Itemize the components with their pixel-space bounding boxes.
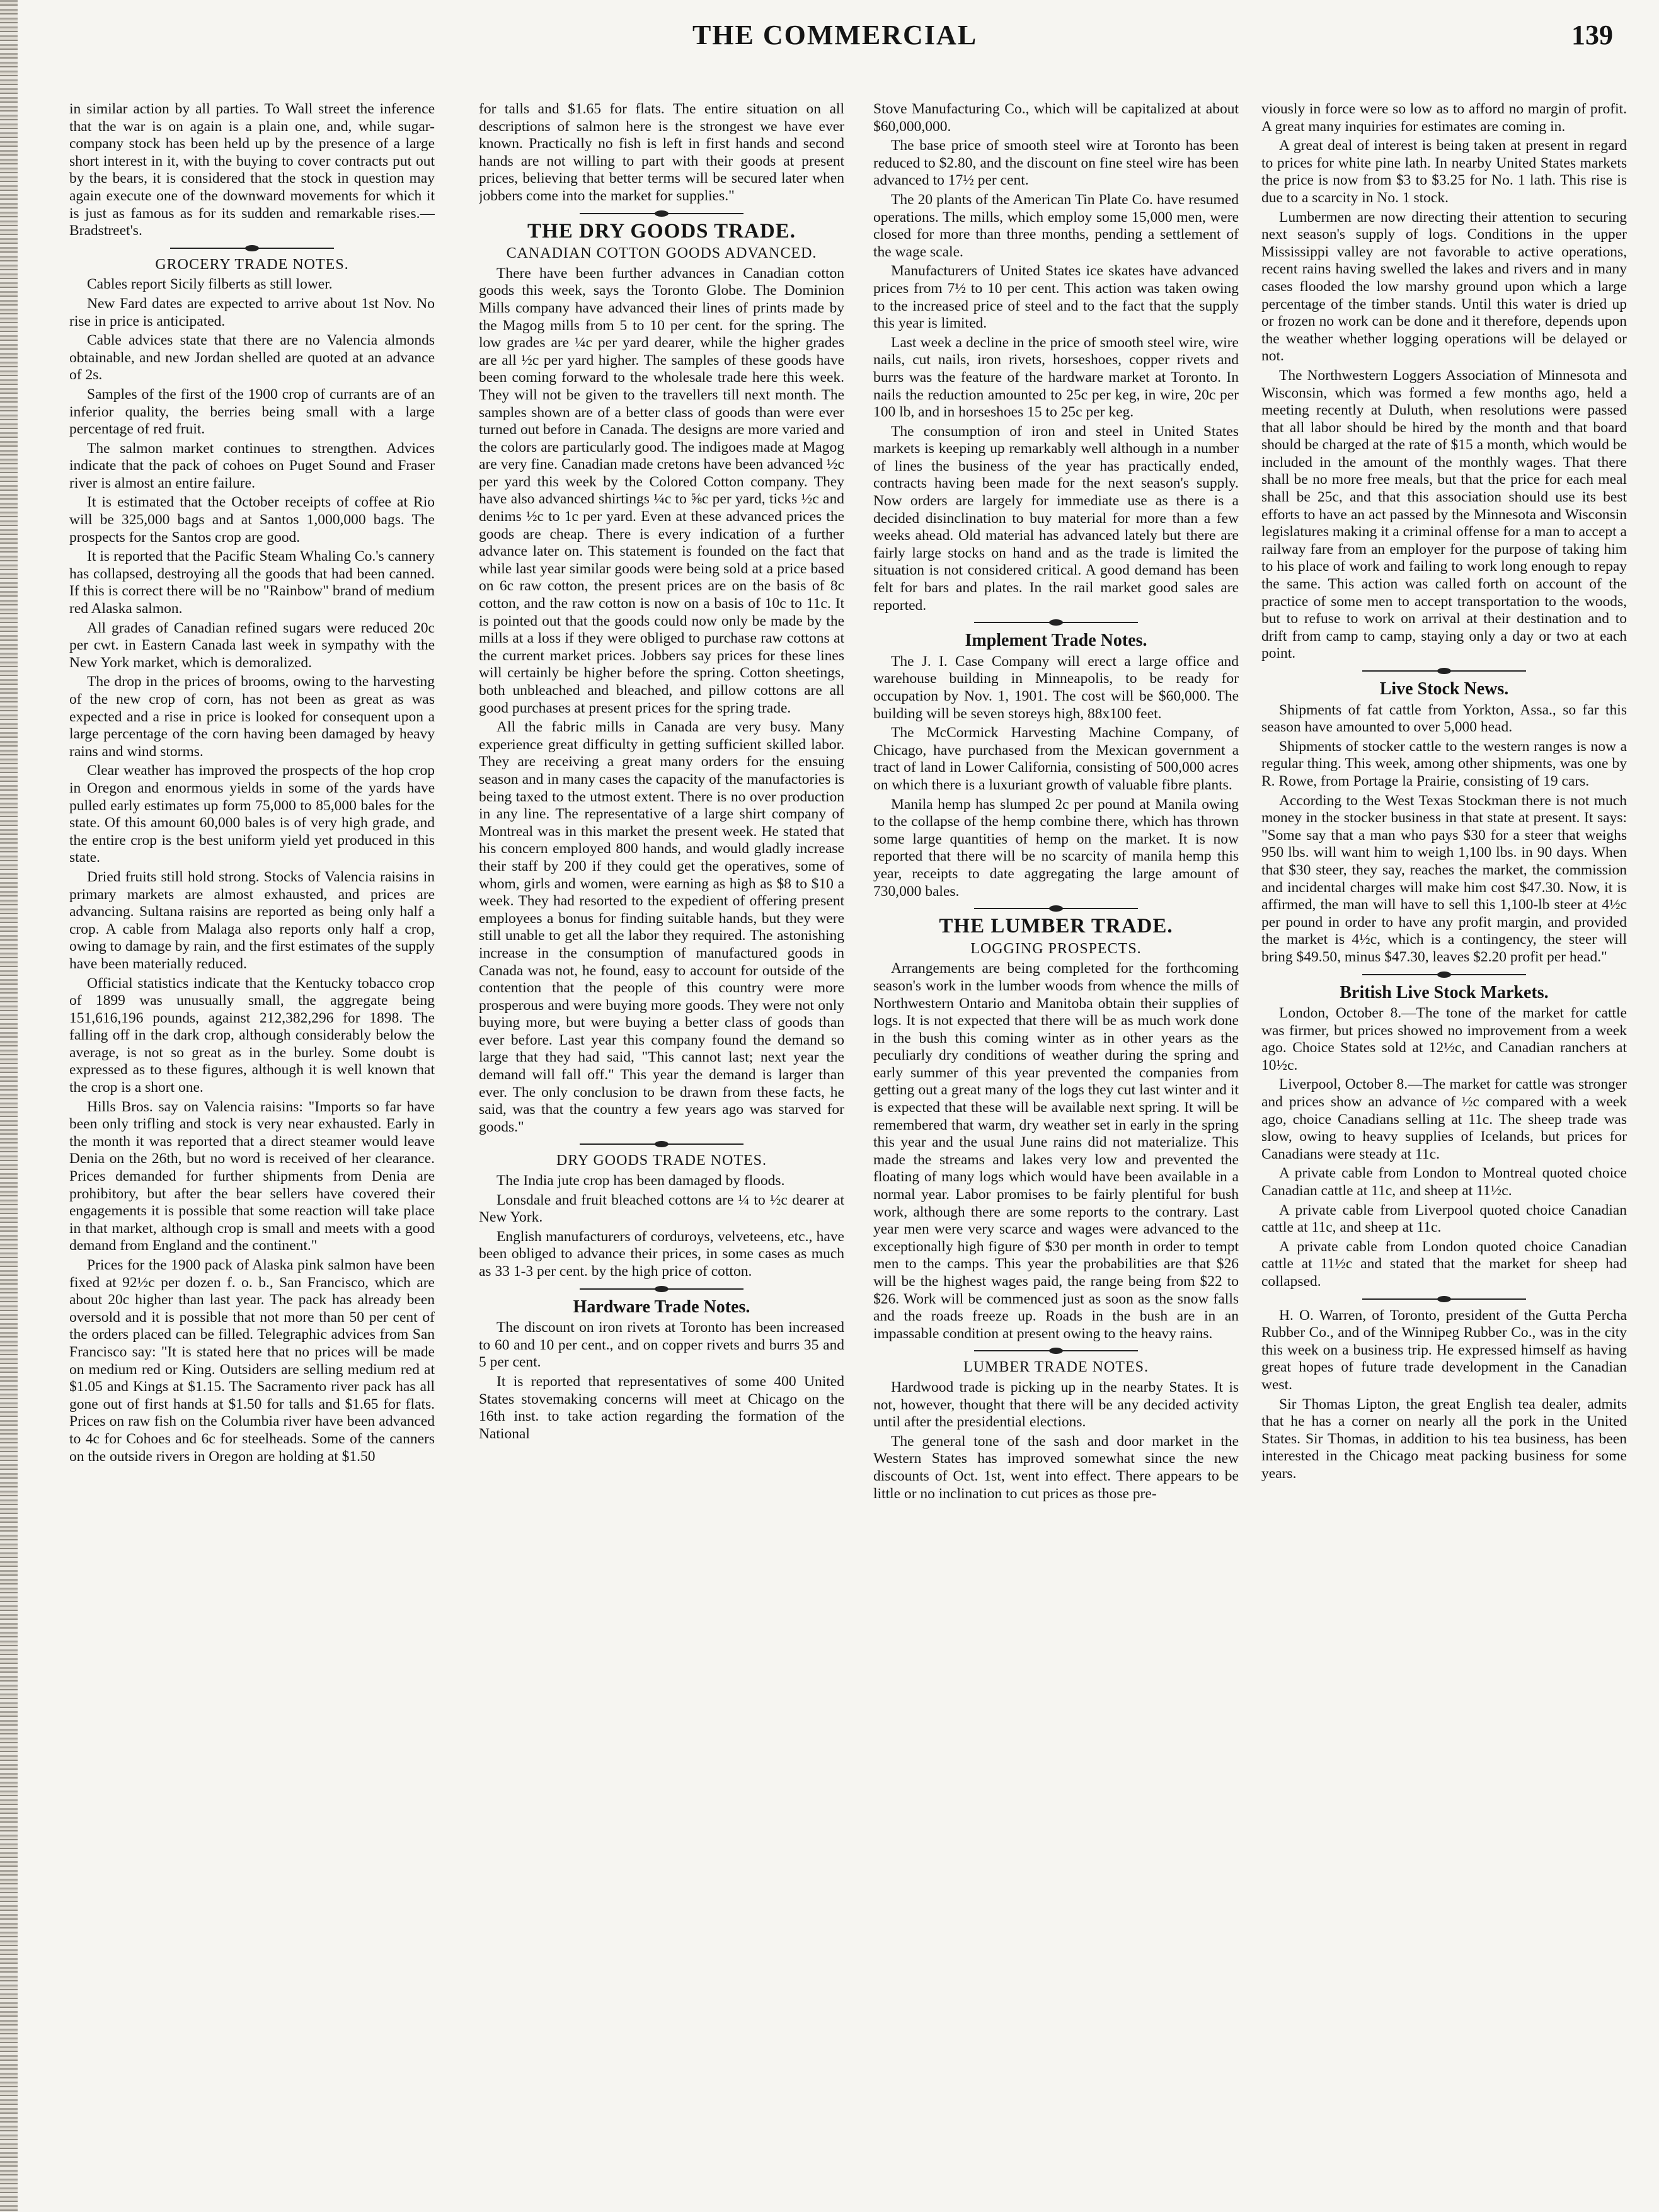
section-heading-british-markets: British Live Stock Markets. bbox=[1340, 982, 1549, 1002]
section-divider bbox=[974, 619, 1138, 626]
article-paragraph: A private cable from London to Montreal quoted choice Canadian cattle at 11c, and sheep at 11½c. bbox=[1261, 1165, 1627, 1200]
section-divider bbox=[170, 245, 334, 251]
article-paragraph: The consumption of iron and steel in United States markets is keeping up remarkably well although in a number of lines the business of the year has practically ended, contracts having been made for the next season's supply. Now orders are largely for immediate use as there is a decided disinclination to buy material for more than a few weeks ahead. Old material has advanced lately but there are fairly large stocks on hand and as the trade is limited the situation is not considered critical. A good demand has been felt for bars and plates. In the rail market good sales are reported. bbox=[873, 423, 1239, 614]
article-paragraph: All the fabric mills in Canada are very busy. Many experience great difficulty in getting sufficient skilled labor. They are receiving a great many orders for the ensuing season and in many cases the capacity of the manufactories is being taxed to the utmost extent. There is no over production in any line. The representative of a large shirt company of Montreal was in this market the present week. He stated that his concern employed 800 hands, and would gladly increase their staff by 200 if they could get the operatives, some of whom, girls and women, were earning as high as $8 to $10 a week. They had resorted to the expedient of offering present employees a bonus for finding suitable hands, but they were still unable to get all the labor they required. The astonishing increase in the consumption of manufactured goods in Canada was not, he found, easy to account for outside of the contention that the people of this country were more prosperous and were buying more goods. They were not only buying more, but were buying a better class of goods than ever before. Last year this company found the demand so large that they had said, "This cannot last; next year the demand will fall off." This year the demand is larger than ever. The only conclusion to be drawn from these facts, he said, was that the country a few years ago was starved for goods." bbox=[479, 719, 844, 1135]
article-paragraph: Liverpool, October 8.—The market for cattle was stronger and prices show an advance of ½c compared with a week ago, choice Canadians selling at 11c. The sheep trade was slow, owing to heavy supplies of Icelands, but prices for Canadians were steady at 11c. bbox=[1261, 1076, 1627, 1162]
article-paragraph: Clear weather has improved the prospects of the hop crop in Oregon and enormous yields in some of the yards have pulled early estimates up form 75,000 to 85,000 bales for the state. Of this amount 60,000 bales is of very high grade, and the entire crop is the best uniform yield yet produced in this state. bbox=[69, 762, 435, 866]
article-paragraph: The J. I. Case Company will erect a large office and warehouse building in Minneapolis, to be ready for occupation by Nov. 1, 1901. The cost will be $60,000. The building will be seven storeys high, 88x100 feet. bbox=[873, 653, 1239, 722]
section-divider bbox=[1362, 668, 1526, 674]
article-paragraph: It is reported that representatives of some 400 United States stovemaking concerns will meet at Chicago on the 16th inst. to take action regarding the formation of the National bbox=[479, 1373, 844, 1442]
article-paragraph: The discount on iron rivets at Toronto has been increased to 60 and 10 per cent., and on copper rivets and burrs 35 and 5 per cent. bbox=[479, 1319, 844, 1371]
article-paragraph: The base price of smooth steel wire at Toronto has been reduced to $2.80, and the discount on fine steel wire has been advanced to 17½ per cent. bbox=[873, 137, 1239, 189]
article-paragraph: London, October 8.—The tone of the market for cattle was firmer, but prices showed no improvement from a week ago. Choice States sold at 12½c, and Canadian ranchers at 10½c. bbox=[1261, 1005, 1627, 1074]
section-heading-lumber-notes: LUMBER TRADE NOTES. bbox=[963, 1359, 1149, 1376]
page-number: 139 bbox=[1571, 20, 1613, 50]
article-paragraph: Official statistics indicate that the Kentucky tobacco crop of 1899 was unusually small, the aggregate being 151,616,196 pounds, against 212,382,296 for 1898. The falling off in the dark crop, although considerably below the average, is not so great as in the burley. Some doubt is expressed as to these figures, although it is well known that the crop is a short one. bbox=[69, 975, 435, 1096]
column-4 bbox=[1261, 101, 1627, 2199]
article-paragraph: English manufacturers of corduroys, velveteens, etc., have been obliged to advance their prices, in some cases as much as 33 1-3 per cent. by the high price of cotton. bbox=[479, 1228, 844, 1280]
page-header bbox=[57, 14, 1613, 64]
section-heading-live-stock: Live Stock News. bbox=[1379, 679, 1509, 699]
article-paragraph: Cable advices state that there are no Valencia almonds obtainable, and new Jordan shelled are quoted at an advance of 2s. bbox=[69, 332, 435, 384]
article-paragraph: Last week a decline in the price of smooth steel wire, wire nails, cut nails, iron rivets, horseshoes, copper rivets and burrs was the feature of the hardware market at Toronto. In nails the reduction amounted to 25c per keg, in wire, 20c per 100 lb, and in horseshoes 15 to 25c per keg. bbox=[873, 334, 1239, 421]
section-heading-lumber: THE LUMBER TRADE. bbox=[939, 915, 1173, 938]
article-paragraph: Dried fruits still hold strong. Stocks of Valencia raisins in primary markets are almost exhausted, and prices are advancing. Sultana raisins are reported as being only half a crop. A cable from Malaga also reports only half a crop, owing to damage by rain, and the first estimates of the supply have been materially reduced. bbox=[69, 868, 435, 972]
subheading-cotton-goods: CANADIAN COTTON GOODS ADVANCED. bbox=[506, 245, 817, 262]
article-paragraph: Arrangements are being completed for the forthcoming season's work in the lumber woods from whence the mills of Northwestern Ontario and Manitoba obtain their supplies of logs. It is not expected that there will be as much work done in the bush this coming winter as in other years as the peculiarly dry conditions of weather during the spring and early summer of this year prevented the companies from getting out a great many of the logs they cut last winter and it is expected that these will be available next spring. It will be remembered that warm, dry weather set in early in the spring this year and the usual June rains did not materialize. This made the streams and lakes very low and prevented the floating of many logs which would have been available in a normal year. Labor promises to be fairly plentiful for bush work, although there are some reports to the contrary. Last year men were very scarce and wages were advanced to the exceptionally high figure of $30 per month in order to tempt men to the camps. This year the probabilities are that $26 will be the highest wages paid, the range being from $22 to $26. Work will be commenced just as soon as the snow falls and the roads freeze up. Roads in the bush are in an impassable condition at present owing to the heavy rains. bbox=[873, 960, 1239, 1342]
article-paragraph: New Fard dates are expected to arrive about 1st Nov. No rise in price is anticipated. bbox=[69, 295, 435, 330]
article-paragraph: H. O. Warren, of Toronto, president of the Gutta Percha Rubber Co., and of the Winnipeg Rubber Co., was in the city this week on a business trip. He expressed himself as having great hopes of future trade development in the Canadian west. bbox=[1261, 1307, 1627, 1393]
column-2 bbox=[479, 101, 844, 2199]
section-divider bbox=[1362, 1296, 1526, 1302]
article-paragraph: It is estimated that the October receipts of coffee at Rio will be 325,000 bags and at Santos 1,000,000 bags. The prospects for the Santos crop are good. bbox=[69, 494, 435, 546]
article-paragraph: Prices for the 1900 pack of Alaska pink salmon have been fixed at 92½c per dozen f. o. b., San Francisco, which are about 20c higher than last year. The pack has already been oversold and it is possible that not more than 50 per cent of the orders placed can be filled. Telegraphic advices from San Francisco say: "It is stated here that no prices will be made on medium red or King. Outsiders are selling medium red at $1.05 and Kings at $1.15. The Sacramento river pack has all gone out of first hands at $1.50 for talls and $1.65 for flats. Prices on raw fish on the Columbia river have been advanced to 4c for Cohoes and 6c for steelheads. Some of the canners on the outside rivers in Oregon are holding at $1.50 bbox=[69, 1257, 435, 1465]
section-heading-dry-goods-notes: DRY GOODS TRADE NOTES. bbox=[556, 1152, 767, 1169]
article-paragraph: Manila hemp has slumped 2c per pound at Manila owing to the collapse of the hemp combine there, which has thrown some large quantities of hemp on the market. It is now reported that there will be no scarcity of manila hemp this year, receipts to date aggregating the large amount of 730,000 bales. bbox=[873, 796, 1239, 900]
article-paragraph: The general tone of the sash and door market in the Western States has improved somewhat since the new discounts of Oct. 1st, went into effect. There appears to be little or no inclination to cut prices as those pre- bbox=[873, 1433, 1239, 1502]
article-paragraph: The Northwestern Loggers Association of Minnesota and Wisconsin, which was formed a few months ago, held a meeting recently at Duluth, when resolutions were passed that all labor should be hired by the month and that board should be charged at the rate of $15 a month, which would be included in the amount of the monthly wages. That there shall be no more free meals, but that the price for each meal shall be 25c, and that this association should use its best efforts to have an act passed by the Minnesota and Wisconsin legislatures making it a criminal offense for a man to accept a railway fare from an employer for the purpose of taking him to his place of work and failing to work long enough to repay the same. This action was called forth on account of the practice of some men to accept transportation to the woods, but to refuse to work on arrival at their destination and to drift from camp to camp, staying only a day or two at each point. bbox=[1261, 367, 1627, 662]
section-divider bbox=[974, 1348, 1138, 1354]
article-paragraph: According to the West Texas Stockman there is not much money in the stocker business in that state at present. It says: "Some say that a man who pays $30 for a steer that weighs 950 lbs. will want him to weigh 1,100 lbs. in 90 days. When that $30 steer, they say, reaches the market, the commission and incidental charges will make him cost $47.30. Now, it is affirmed, the man will have to sell this 1,100-lb steer at 4½c per pound in order to have any profit margin, and provided the market is 4½c, which is a contingency, the steer will bring $49.50, minus $47.30, leaves $2.20 profit per head." bbox=[1261, 792, 1627, 965]
article-paragraph: Lumbermen are now directing their attention to securing next season's supply of logs. Conditions in the upper Mississippi valley are not favorable to active operations, recent rains having swelled the lakes and rivers and in many cases flooded the low marshy ground upon which a large percentage of the timber stands. Until this water is dried up or frozen no work can be done and it therefore, depends upon the weather whether logging operations will be delayed or not. bbox=[1261, 209, 1627, 365]
section-heading-grocery: GROCERY TRADE NOTES. bbox=[155, 256, 349, 273]
article-paragraph: Shipments of stocker cattle to the western ranges is now a regular thing. This week, among other shipments, was one by R. Rowe, from Portage la Prairie, consisting of 19 cars. bbox=[1261, 738, 1627, 789]
column-3 bbox=[873, 101, 1239, 2199]
page-edge-binding bbox=[0, 0, 18, 2212]
article-paragraph: The McCormick Harvesting Machine Company, of Chicago, have purchased from the Mexican government a tract of land in Lower California, consisting of 500,000 acres on which there is a luxuriant growth of valuable fibre plants. bbox=[873, 725, 1239, 793]
article-paragraph: Hardwood trade is picking up in the nearby States. It is not, however, thought that there will be any decided activity until after the presidential elections. bbox=[873, 1378, 1239, 1431]
article-paragraph: There have been further advances in Canadian cotton goods this week, says the Toronto Globe. The Dominion Mills company have advanced their lines of prints made by the Magog mills from 5 to 10 per cent. for the spring. The low grades are ¼c per yard dearer, while the higher grades are all ½c per yard higher. The samples of these goods have been coming forward to the wholesale trade here this week. They will not be given to the travellers till next month. The samples shown are of a better class of goods than were ever turned out before in Canada. The designs are more varied and the colors are particularly good. The indigoes made at Magog are very fine. Canadian made cretons have been advanced ½c per yard this week by the Colored Cotton company. They have also advanced shirtings ¼c to ⅝c per yard, ticks ½c and denims ½c to 1c per yard. Even at these advanced prices the goods are cheap. There is every indication of a further advance later on. This statement is founded on the fact that while last year similar goods were being sold at a price based on 6c raw cotton, the present prices are on the basis of 8c cotton, and the raw cotton is now on a basis of 10c to 11c. It is pointed out that the goods could now only be made by the mills at a loss if they were obliged to purchase raw cottons at the current market prices. Jobbers say prices for these lines will certainly be higher before the spring. Cotton sheetings, both unbleached and bleached, and pillow cottons are all good purchases at present prices for the spring trade. bbox=[479, 265, 844, 716]
article-paragraph: Shipments of fat cattle from Yorkton, Assa., so far this season have amounted to over 5,000 head. bbox=[1261, 701, 1627, 736]
publication-title: THE COMMERCIAL bbox=[692, 20, 978, 50]
section-divider bbox=[974, 905, 1138, 912]
section-divider bbox=[580, 1141, 743, 1147]
section-heading-dry-goods: THE DRY GOODS TRADE. bbox=[527, 219, 796, 243]
section-divider bbox=[580, 210, 743, 217]
article-paragraph: A private cable from Liverpool quoted choice Canadian cattle at 11c, and sheep at 11c. bbox=[1261, 1201, 1627, 1236]
column-1 bbox=[69, 101, 435, 2199]
article-paragraph: Hills Bros. say on Valencia raisins: "Imports so far have been only trifling and stock is very near exhausted. Early in the month it was reported that a direct steamer would leave Denia on the 26th, but no word is received of her clearance. Prices demanded for further shipments from Denia are prohibitory, but after the bear sellers have covered their engagements it is possible that some reaction will take place in that market, although crop is small and meets with a good demand from England and the continent." bbox=[69, 1098, 435, 1254]
article-paragraph: for talls and $1.65 for flats. The entire situation on all descriptions of salmon here is the strongest we have ever known. Practically no fish is left in first hands and second hands are not willing to part with their goods at present prices, believing that better terms will be secured later when jobbers come into the market for supplies." bbox=[479, 101, 844, 204]
section-heading-implement: Implement Trade Notes. bbox=[965, 631, 1147, 651]
article-paragraph: The 20 plants of the American Tin Plate Co. have resumed operations. The mills, which employ some 15,000 men, were closed for more than three months, pending a settlement of the wage scale. bbox=[873, 191, 1239, 260]
article-paragraph: Sir Thomas Lipton, the great English tea dealer, admits that he has a corner on nearly all the pork in the United States. Sir Thomas, in addition to his tea business, has been interested in the Chicago meat packing business for some years. bbox=[1261, 1395, 1627, 1482]
article-paragraph: The salmon market continues to strengthen. Advices indicate that the pack of cohoes on Puget Sound and Fraser river is almost an entire failure. bbox=[69, 440, 435, 491]
article-paragraph: It is reported that the Pacific Steam Whaling Co.'s cannery has collapsed, destroying all the goods that had been canned. If this is correct there will be no "Rainbow" brand of medium red Alaska salmon. bbox=[69, 548, 435, 617]
article-paragraph: Lonsdale and fruit bleached cottons are ¼ to ½c dearer at New York. bbox=[479, 1191, 844, 1226]
subheading-logging-prospects: LOGGING PROSPECTS. bbox=[970, 940, 1142, 957]
article-paragraph: Cables report Sicily filberts as still lower. bbox=[87, 276, 333, 293]
article-paragraph: The drop in the prices of brooms, owing to the harvesting of the new crop of corn, has not been as great as was expected and a rise in price is looked for consequent upon a large percentage of the corn having been damaged by heavy rains and wind storms. bbox=[69, 673, 435, 760]
section-heading-hardware: Hardware Trade Notes. bbox=[573, 1297, 750, 1317]
article-paragraph: A private cable from London quoted choice Canadian cattle at 11½c and stated that the market for sheep had collapsed. bbox=[1261, 1238, 1627, 1290]
article-paragraph: Stove Manufacturing Co., which will be capitalized at about $60,000,000. bbox=[873, 101, 1239, 135]
article-paragraph: The India jute crop has been damaged by floods. bbox=[497, 1172, 785, 1189]
article-paragraph: Manufacturers of United States ice skates have advanced prices from 7½ to 10 per cent. This action was taken owing to the increased price of steel and to the fact that the supply this year is limited. bbox=[873, 263, 1239, 332]
section-divider bbox=[1362, 971, 1526, 978]
section-divider bbox=[580, 1286, 743, 1292]
article-paragraph: in similar action by all parties. To Wall street the inference that the war is on again is a plain one, and, while sugar-company stock has been held up by the presence of a large short interest in it, with the buying to cover contracts put out by the bears, it is considered that the stock in question may again execute one of the downward movements for which it is just as famous as for its sudden and remarkable rises.—Bradstreet's. bbox=[69, 101, 435, 239]
article-paragraph: viously in force were so low as to afford no margin of profit. A great many inquiries for estimates are coming in. bbox=[1261, 101, 1627, 135]
article-paragraph: Samples of the first of the 1900 crop of currants are of an inferior quality, the berries being small with a large percentage of red fruit. bbox=[69, 386, 435, 438]
article-paragraph: A great deal of interest is being taken at present in regard to prices for white pine lath. In nearby United States markets the price is now from $3 to $3.25 for No. 1 lath. This rise is due to a scarcity in No. 1 stock. bbox=[1261, 137, 1627, 206]
article-paragraph: All grades of Canadian refined sugars were reduced 20c per cwt. in Eastern Canada last week in sympathy with the New York market, which is demoralized. bbox=[69, 619, 435, 671]
